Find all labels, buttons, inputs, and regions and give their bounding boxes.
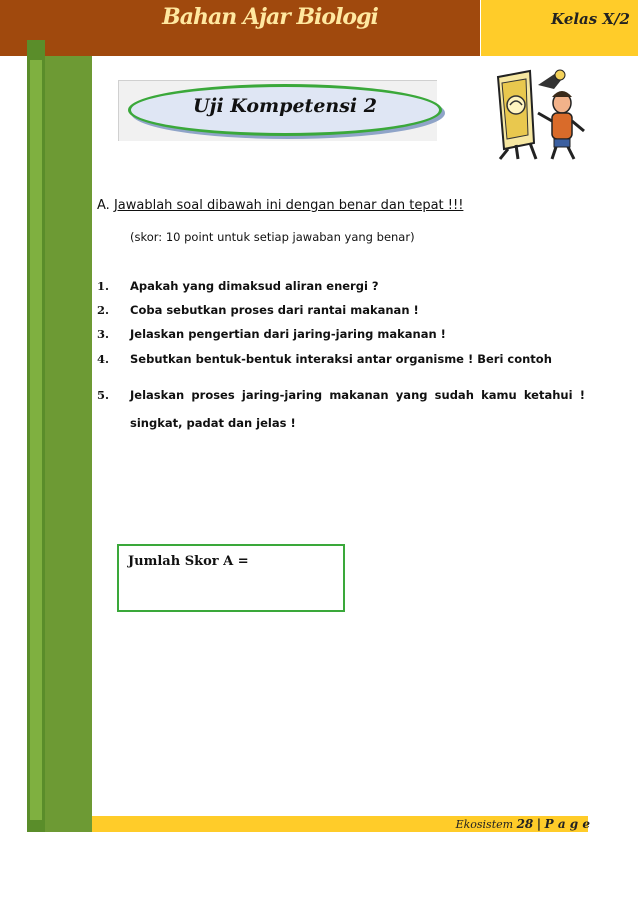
question-number: 3.	[97, 327, 110, 341]
question-number: 2.	[97, 303, 110, 317]
question-number: 1.	[97, 279, 110, 293]
footer-separator: |	[536, 817, 542, 831]
footer-page-info	[440, 814, 590, 834]
banner-title: Uji Kompetensi 2	[193, 95, 377, 117]
page-number: 28	[516, 817, 534, 831]
question-text: Sebutkan bentuk-bentuk interaksi antar organisme ! Beri contoh	[130, 352, 552, 366]
score-box	[117, 544, 345, 612]
list-item	[97, 385, 587, 405]
section-a-instruction	[97, 195, 567, 217]
score-label: Jumlah Skor A =	[128, 554, 249, 569]
question-text: Jelaskan pengertian dari jaring-jaring makanan !	[130, 327, 446, 341]
question-number: 5.	[97, 388, 110, 402]
header-title: Bahan Ajar Biologi	[162, 4, 378, 30]
question-number: 4.	[97, 352, 110, 366]
list-item	[97, 276, 587, 296]
sidebar-stripe	[45, 56, 92, 832]
list-item	[97, 349, 587, 369]
list-item	[97, 300, 587, 320]
page-word: P a g e	[544, 817, 590, 831]
sidebar-stripe-light	[30, 60, 42, 820]
question-text: Jelaskan proses jaring-jaring makanan yang sudah kamu ketahui !	[130, 388, 585, 402]
list-item	[97, 324, 587, 344]
instruction-text: Jawablah soal dibawah ini dengan benar dan tepat !!!	[113, 198, 464, 213]
question-text: Apakah yang dimaksud aliran energi ?	[130, 279, 379, 293]
teacher-easel-illustration	[490, 65, 590, 160]
header-class-label: Kelas X/2	[551, 10, 630, 28]
section-letter: A.	[97, 198, 110, 213]
footer-chapter: Ekosistem	[455, 818, 514, 831]
score-note: (skor: 10 point untuk setiap jawaban yang benar)	[130, 230, 415, 244]
list-item-continuation	[97, 413, 587, 433]
question-text: singkat, padat dan jelas !	[130, 416, 296, 430]
question-text: Coba sebutkan proses dari rantai makanan !	[130, 303, 419, 317]
